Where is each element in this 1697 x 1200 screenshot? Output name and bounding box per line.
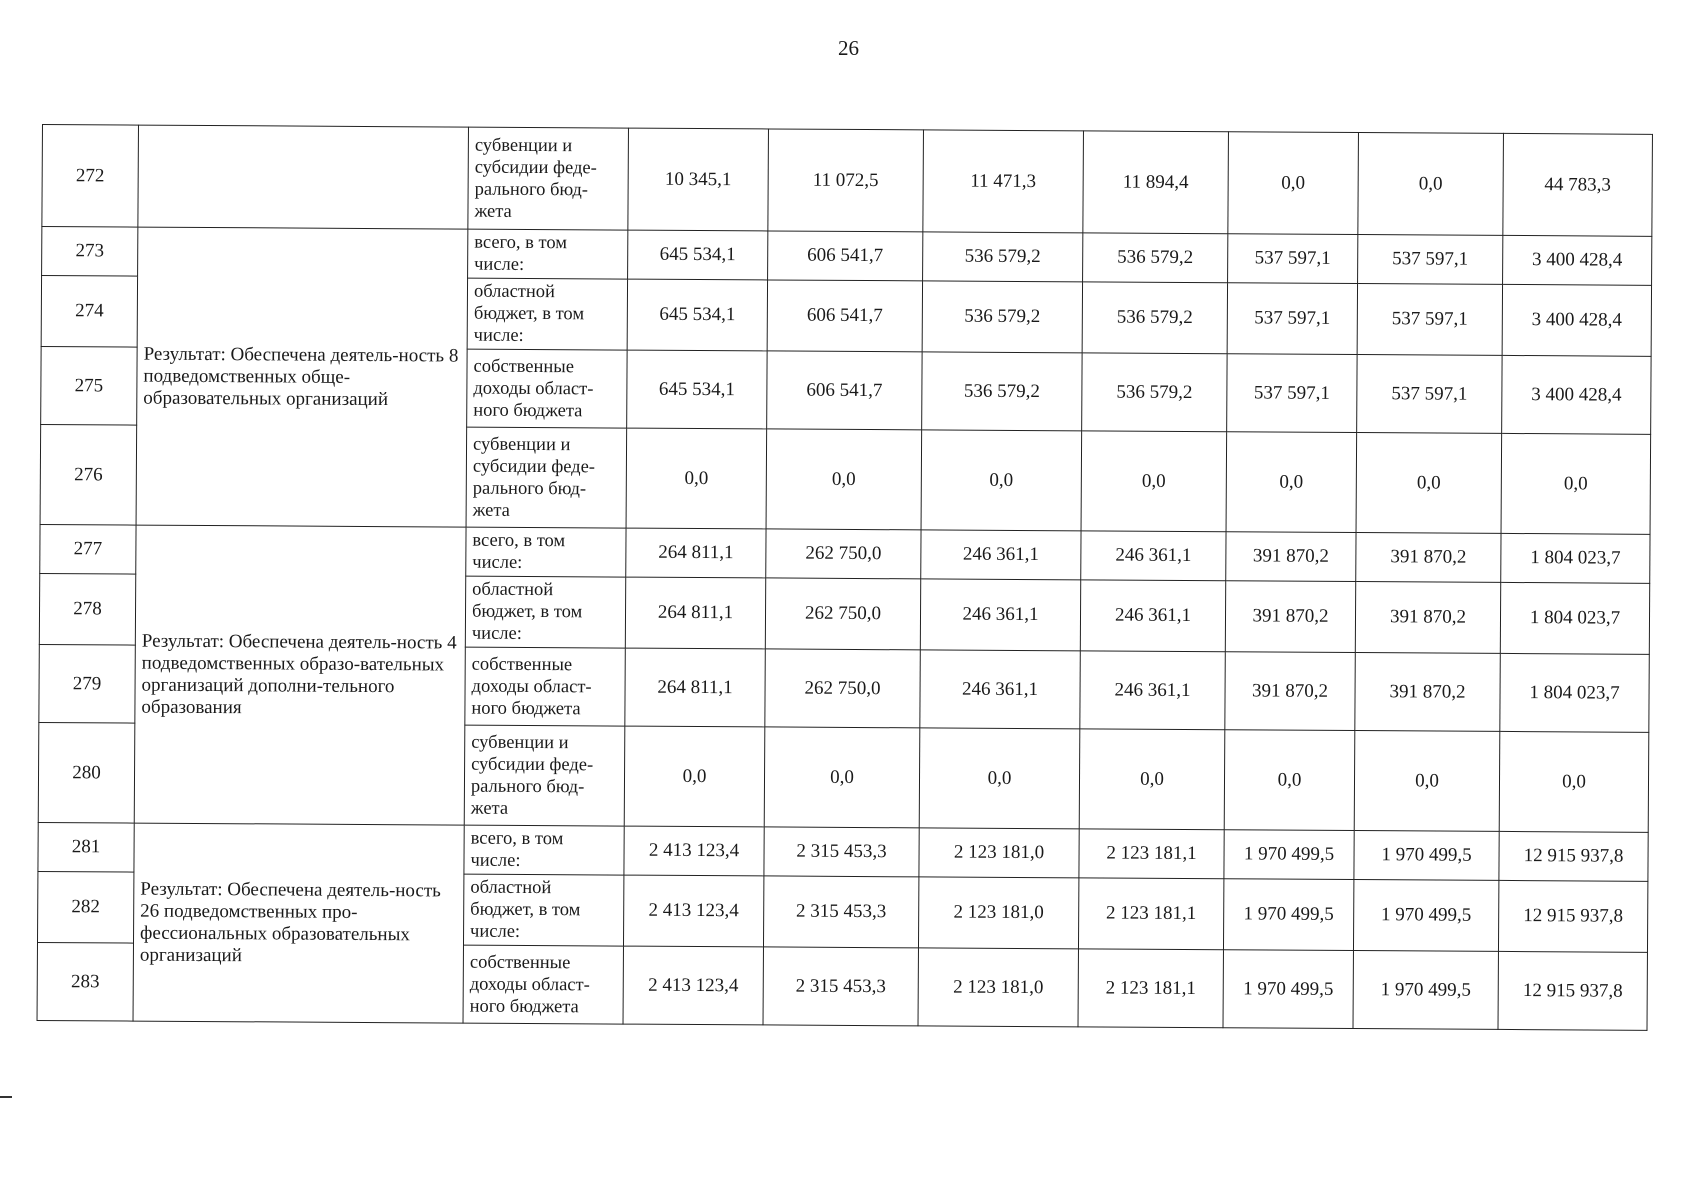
- funding-source: всего, в том числе:: [466, 527, 626, 577]
- row-number: 272: [42, 125, 139, 228]
- total-cell: 12 915 937,8: [1498, 951, 1647, 1030]
- funding-source: собственные доходы област-ного бюджета: [463, 945, 623, 1024]
- value-cell: 0,0: [1228, 132, 1359, 235]
- value-cell: 0,0: [921, 430, 1082, 531]
- value-cell: 10 345,1: [628, 128, 769, 231]
- total-cell: 3 400 428,4: [1502, 355, 1651, 434]
- value-cell: 536 579,2: [922, 352, 1082, 431]
- total-cell: 1 804 023,7: [1500, 582, 1649, 654]
- budget-table: [37, 124, 1653, 1031]
- value-cell: 1 970 499,5: [1223, 879, 1353, 951]
- funding-source: областной бюджет, в том числе:: [467, 278, 627, 350]
- total-cell: 3 400 428,4: [1503, 235, 1652, 285]
- value-cell: 391 870,2: [1355, 582, 1500, 654]
- value-cell: 0,0: [1079, 729, 1225, 830]
- value-cell: 645 534,1: [627, 350, 767, 429]
- total-cell: 1 804 023,7: [1501, 533, 1650, 583]
- value-cell: 11 471,3: [923, 130, 1084, 233]
- value-cell: 537 597,1: [1357, 284, 1502, 356]
- value-cell: 1 970 499,5: [1223, 950, 1353, 1029]
- page-number: 26: [838, 36, 859, 60]
- budget-table-sheet: [37, 124, 1652, 1031]
- value-cell: 11 072,5: [768, 129, 924, 232]
- table-row: [38, 822, 1648, 881]
- value-cell: 2 123 181,1: [1078, 878, 1223, 950]
- value-cell: 537 597,1: [1357, 355, 1502, 434]
- result-description: Результат: Обеспечена деятель-ность 4 подведомственных образо-вательных организаций дополни-тельного образования: [134, 525, 466, 825]
- result-description: [138, 125, 469, 229]
- value-cell: 1 970 499,5: [1353, 951, 1498, 1030]
- value-cell: 391 870,2: [1225, 652, 1355, 731]
- value-cell: 537 597,1: [1227, 354, 1357, 433]
- funding-source: субвенции и субсидии феде-рального бюд-жета: [464, 725, 625, 826]
- row-number: 274: [41, 276, 137, 348]
- value-cell: 0,0: [1226, 432, 1357, 533]
- row-number: 278: [39, 573, 135, 645]
- value-cell: 264 811,1: [626, 528, 766, 578]
- funding-source: субвенции и субсидии феде-ральнoго бюд-жета: [468, 127, 629, 230]
- total-cell: 44 783,3: [1503, 133, 1653, 236]
- value-cell: 262 750,0: [765, 649, 920, 728]
- value-cell: 537 597,1: [1227, 283, 1357, 355]
- total-cell: 0,0: [1501, 433, 1651, 534]
- value-cell: 2 123 181,0: [919, 828, 1079, 878]
- row-number: 277: [40, 524, 136, 574]
- row-number: 275: [41, 346, 137, 425]
- value-cell: 1 970 499,5: [1224, 830, 1354, 880]
- value-cell: 2 315 453,3: [763, 876, 918, 948]
- value-cell: 2 413 123,4: [623, 946, 763, 1025]
- value-cell: 606 541,7: [767, 351, 922, 430]
- value-cell: 2 315 453,3: [764, 827, 919, 877]
- value-cell: 391 870,2: [1356, 533, 1501, 583]
- value-cell: 11 894,4: [1083, 131, 1229, 234]
- value-cell: 264 811,1: [625, 577, 765, 649]
- value-cell: 536 579,2: [923, 232, 1083, 282]
- result-description: Результат: Обеспечена деятель-ность 26 подведомственных про-фессиональных образовательных организаций: [133, 823, 464, 1023]
- value-cell: 537 597,1: [1358, 235, 1503, 285]
- value-cell: 264 811,1: [625, 648, 765, 727]
- table-row: [40, 524, 1650, 583]
- row-number: 281: [38, 822, 134, 872]
- row-number: 280: [38, 722, 135, 823]
- value-cell: 536 579,2: [1082, 353, 1227, 432]
- value-cell: 2 123 181,0: [918, 877, 1078, 949]
- row-number: 276: [40, 424, 137, 525]
- value-cell: 536 579,2: [922, 281, 1082, 353]
- row-number: 283: [37, 942, 133, 1021]
- total-cell: 12 915 937,8: [1499, 831, 1648, 881]
- result-description: Результат: Обеспечена деятель-ность 8 подведомственных обще-образовательных организаций: [136, 227, 468, 527]
- value-cell: 606 541,7: [767, 280, 922, 352]
- value-cell: 0,0: [626, 428, 767, 529]
- funding-source: областной бюджет, в том числе:: [463, 874, 623, 946]
- value-cell: 0,0: [1356, 433, 1502, 534]
- value-cell: 0,0: [1354, 731, 1500, 832]
- total-cell: 3 400 428,4: [1502, 284, 1651, 356]
- value-cell: 606 541,7: [768, 231, 923, 281]
- value-cell: 2 413 123,4: [623, 875, 763, 947]
- funding-source: областной бюджет, в том числе:: [465, 576, 625, 648]
- value-cell: 246 361,1: [1080, 651, 1225, 730]
- value-cell: 2 315 453,3: [763, 947, 918, 1026]
- value-cell: 246 361,1: [921, 530, 1081, 580]
- total-cell: 0,0: [1499, 731, 1649, 832]
- value-cell: 0,0: [766, 429, 922, 530]
- value-cell: 2 123 181,0: [918, 948, 1078, 1027]
- row-number: 282: [38, 871, 134, 943]
- value-cell: 246 361,1: [1081, 531, 1226, 581]
- value-cell: 262 750,0: [765, 578, 920, 650]
- value-cell: 1 970 499,5: [1354, 831, 1499, 881]
- value-cell: 536 579,2: [1083, 233, 1228, 283]
- table-row: [42, 227, 1652, 286]
- value-cell: 0,0: [1224, 730, 1355, 831]
- value-cell: 0,0: [919, 728, 1080, 829]
- value-cell: 0,0: [764, 727, 920, 828]
- value-cell: 0,0: [1358, 133, 1504, 236]
- funding-source: субвенции и субсидии феде-рального бюд-жета: [466, 427, 627, 528]
- value-cell: 2 413 123,4: [624, 826, 764, 876]
- value-cell: 391 870,2: [1226, 532, 1356, 582]
- value-cell: 246 361,1: [1080, 580, 1225, 652]
- value-cell: 2 123 181,1: [1079, 829, 1224, 879]
- value-cell: 645 534,1: [628, 230, 768, 280]
- value-cell: 246 361,1: [920, 650, 1080, 729]
- value-cell: 391 870,2: [1355, 653, 1500, 732]
- funding-source: собственные доходы област-ного бюджета: [467, 349, 627, 428]
- funding-source: всего, в том числе:: [464, 825, 624, 875]
- row-number: 279: [39, 644, 135, 723]
- value-cell: 0,0: [624, 726, 765, 827]
- row-number: 273: [42, 227, 138, 277]
- value-cell: 0,0: [1081, 431, 1227, 532]
- value-cell: 262 750,0: [766, 529, 921, 579]
- value-cell: 246 361,1: [920, 579, 1080, 651]
- value-cell: 536 579,2: [1082, 282, 1227, 354]
- table-row: [42, 125, 1653, 237]
- value-cell: 1 970 499,5: [1353, 880, 1498, 952]
- funding-source: всего, в том числе:: [468, 229, 628, 279]
- funding-source: собственные доходы област-ного бюджета: [465, 647, 625, 726]
- value-cell: 645 534,1: [627, 279, 767, 351]
- value-cell: 2 123 181,1: [1078, 949, 1223, 1028]
- total-cell: 1 804 023,7: [1500, 653, 1649, 732]
- margin-mark: [0, 1096, 12, 1098]
- value-cell: 537 597,1: [1228, 234, 1358, 284]
- value-cell: 391 870,2: [1225, 581, 1355, 653]
- total-cell: 12 915 937,8: [1498, 880, 1647, 952]
